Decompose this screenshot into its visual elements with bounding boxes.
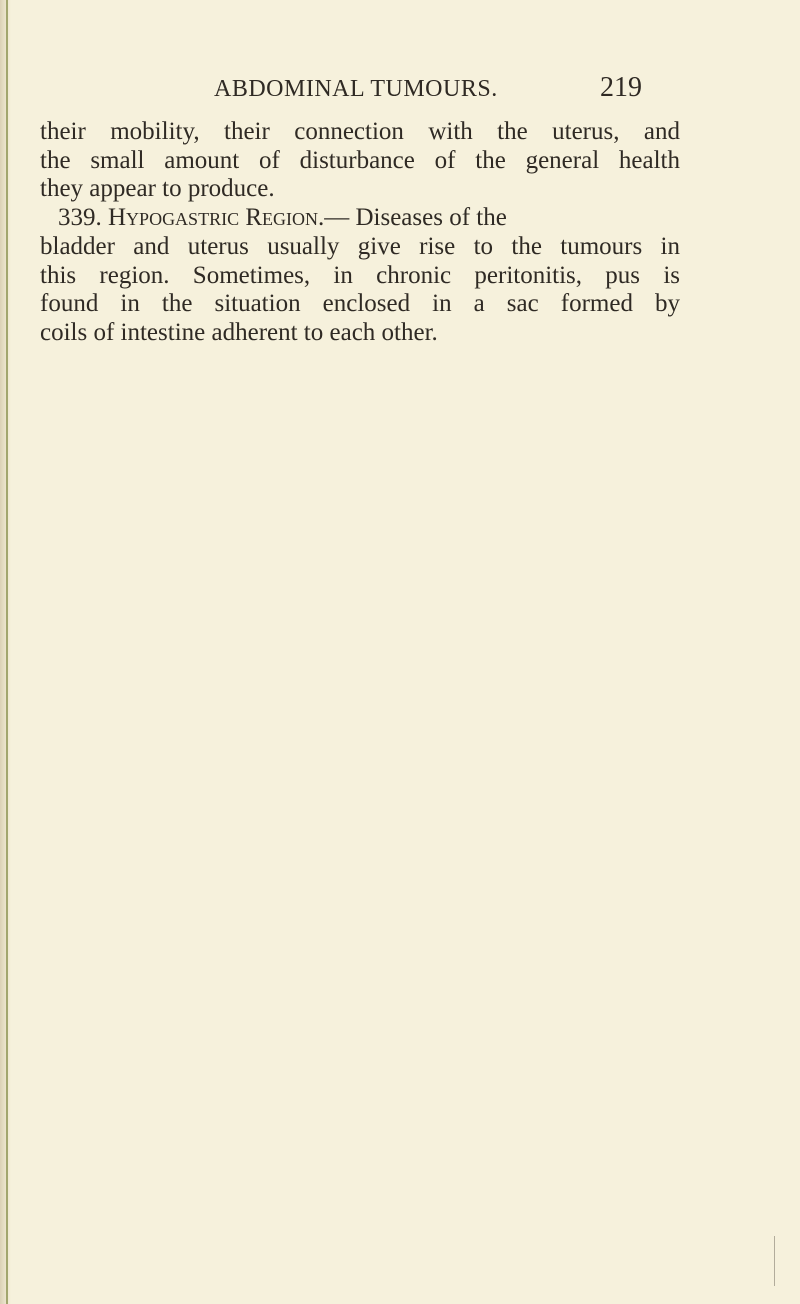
body-text [40, 118, 680, 348]
section-number: 339. [58, 204, 102, 232]
text-line-2: the small amount of disturbance of the general health [40, 146, 680, 174]
section-heading-line [40, 204, 680, 233]
section-heading: Hypogastric Region. [108, 204, 325, 232]
binding-edge [6, 0, 8, 1304]
text-line-5: bladder and uterus usually give rise to the tumours in [40, 232, 680, 260]
em-dash: — [324, 204, 350, 232]
running-head-title: ABDOMINAL TUMOURS. [214, 76, 498, 102]
page-edge-mark [774, 1236, 775, 1286]
running-header [214, 72, 674, 108]
text-line-1: their mobility, their connection with the uterus, and [40, 118, 680, 145]
text-line-6: this region. Sometimes, in chronic peritonitis, pus is [40, 261, 680, 289]
section-text-start: Diseases of the [355, 204, 507, 232]
text-line-3: they appear to produce. [40, 175, 275, 203]
text-line-8: coils of intestine adherent to each other. [40, 318, 438, 346]
page-number: 219 [600, 72, 642, 103]
text-line-7: found in the situation enclosed in a sac formed by [40, 290, 680, 318]
